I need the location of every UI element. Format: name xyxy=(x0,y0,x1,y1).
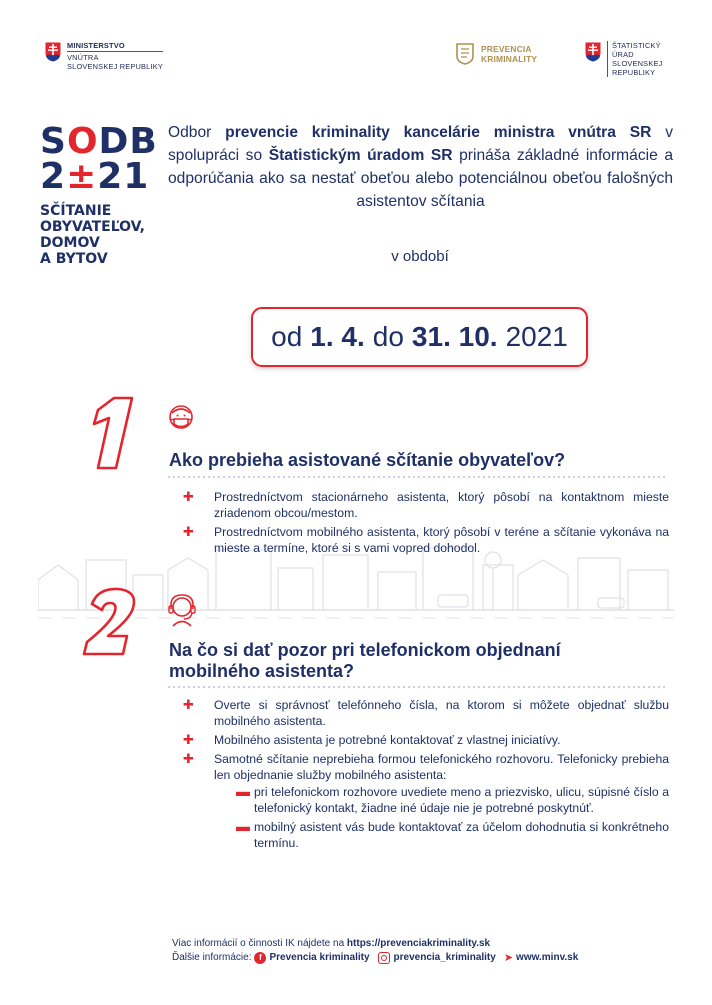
ministry-logo xyxy=(44,41,163,71)
list-item: ✚ Mobilného asistenta je potrebné kontaktovať z vlastnej iniciatívy. xyxy=(183,732,561,747)
red-plus-icon: ✚ xyxy=(183,732,194,747)
date-year: 2021 xyxy=(505,321,568,352)
sodb-letter: DB xyxy=(98,121,158,162)
cursor-icon: ➤ xyxy=(503,952,514,964)
slovak-crest-icon xyxy=(584,41,602,63)
ministry-line3: SLOVENSKEJ REPUBLIKY xyxy=(67,62,164,71)
sodb-letter: S xyxy=(40,121,67,162)
sodb-year: 2 xyxy=(40,156,67,197)
sodb-sub-line4: A BYTOV xyxy=(40,251,108,267)
date-from: 1. 4. xyxy=(310,321,365,352)
sodb-sub-line3: DOMOV xyxy=(40,235,100,251)
ministry-line1: MINISTERSTVO xyxy=(67,41,125,50)
section1-list xyxy=(183,489,669,559)
intro-paragraph: Odbor prevencie kriminality kancelárie ministra vnútra SR v spolupráci so Štatistickým úradom SR prináša základné informácie a odporúčania ako sa nestať obeťou alebo potenciálnou obeťou falošných asistentov sčítania xyxy=(168,124,673,210)
list-item: ✚ Samotné sčítanie neprebieha formou telefonického rozhovoru. Telefonicky prebieha len objednanie služby mobilného asistenta: ▬ pri telefonickom rozhovore uvediete meno a priezvisko, ulicu, súpisné číslo a telefonický kontakt, žiadne iné údaje nie je potrebné poskytnúť. ▬ mobilný asistent vás bude kontaktovať za účelom dohodnutia si konkrétneho termínu. xyxy=(183,751,669,850)
ministry-line2: VNÚTRA xyxy=(67,51,163,62)
section2-underline xyxy=(168,684,668,690)
statistics-office-logo xyxy=(584,41,662,77)
prevencia-logo xyxy=(455,43,537,65)
sodb-year: 21 xyxy=(97,156,150,197)
intro-department: prevencie kriminality kancelárie ministra vnútra SR xyxy=(225,124,652,141)
sublist-item: ▬ mobilný asistent vás bude kontaktovať za účelom dohodnutia si konkrétneho termínu. xyxy=(236,818,669,850)
list-item: ✚ Prostredníctvom mobilného asistenta, ktorý pôsobí v teréne a sčítanie vykonáva na mieste a termíne, ktoré si s vami vopred dohodol. xyxy=(183,524,669,555)
masked-person-icon xyxy=(167,403,195,437)
sodb-sub-line1: SČÍTANIE xyxy=(40,203,112,219)
section1-title: Ako prebieha asistované sčítanie obyvateľov? xyxy=(169,450,566,470)
red-dash-icon: ▬ xyxy=(236,783,250,799)
intro-statistics-office: Štatistickým úradom SR xyxy=(268,147,453,164)
red-plus-icon: ✚ xyxy=(183,697,194,712)
statistics-line1: ŠTATISTICKÝ xyxy=(612,41,661,50)
sodb-sub-line2: OBYVATEĽOV, xyxy=(40,219,145,235)
statistics-line3: SLOVENSKEJ xyxy=(612,59,663,68)
footer-line1: Viac informácií o činnosti IK nájdete na https://prevenciakriminality.sk xyxy=(172,938,491,949)
date-to: 31. 10. xyxy=(411,321,498,352)
sodb-letter: O xyxy=(66,121,99,162)
headset-person-icon xyxy=(167,593,197,627)
red-plus-icon: ✚ xyxy=(183,489,194,504)
section1-number-graphic xyxy=(78,396,140,472)
section1-underline xyxy=(168,474,668,480)
prevencia-emblem-icon xyxy=(455,43,475,65)
list-item: ✚ Overte si správnosť telefónneho čísla, na ktorom si môžete objednať službu mobilného asistenta. xyxy=(183,697,669,728)
instagram-icon[interactable] xyxy=(378,952,390,964)
date-from-word: od xyxy=(271,321,303,352)
footer-line2: Ďalšie informácie: f Prevencia kriminality prevencia_kriminality ➤ www.minv.sk xyxy=(172,952,579,964)
date-to-word: do xyxy=(372,321,404,352)
slovak-crest-icon xyxy=(44,41,62,63)
list-item: ✚ Prostredníctvom stacionárneho asistenta, ktorý pôsobí na kontaktnom mieste zriadenom obcou/mestom. xyxy=(183,489,669,520)
red-plus-icon: ✚ xyxy=(183,751,194,766)
sodb-2021-logo xyxy=(40,121,158,267)
period-label: v období xyxy=(391,248,449,265)
section2-number-graphic xyxy=(82,586,140,658)
facebook-link[interactable]: Prevencia kriminality xyxy=(269,952,370,963)
instagram-link[interactable]: prevencia_kriminality xyxy=(393,952,496,963)
sublist-item: ▬ pri telefonickom rozhovore uvediete meno a priezvisko, ulicu, súpisné číslo a telefonický kontakt, žiadne iné údaje nie je potrebné poskytnúť. xyxy=(236,783,669,815)
website-link[interactable]: https://prevenciakriminality.sk xyxy=(346,938,491,949)
section2-list xyxy=(183,697,669,854)
footer xyxy=(172,937,652,965)
red-dash-icon: ▬ xyxy=(236,818,250,834)
date-range-box xyxy=(251,307,588,367)
red-plus-icon: ✚ xyxy=(183,524,194,539)
prevencia-line2: KRIMINALITY xyxy=(481,54,538,64)
section2-sublist xyxy=(214,784,669,851)
facebook-icon[interactable]: f xyxy=(254,952,266,964)
statistics-line4: REPUBLIKY xyxy=(612,68,656,77)
minv-link[interactable]: www.minv.sk xyxy=(516,952,579,963)
statistics-line2: ÚRAD xyxy=(612,50,634,59)
sodb-plus-minus: ± xyxy=(66,156,98,197)
section2-title: Na čo si dať pozor pri telefonickom objednaní mobilného asistenta? xyxy=(169,640,561,681)
prevencia-line1: PREVENCIA xyxy=(481,44,532,54)
